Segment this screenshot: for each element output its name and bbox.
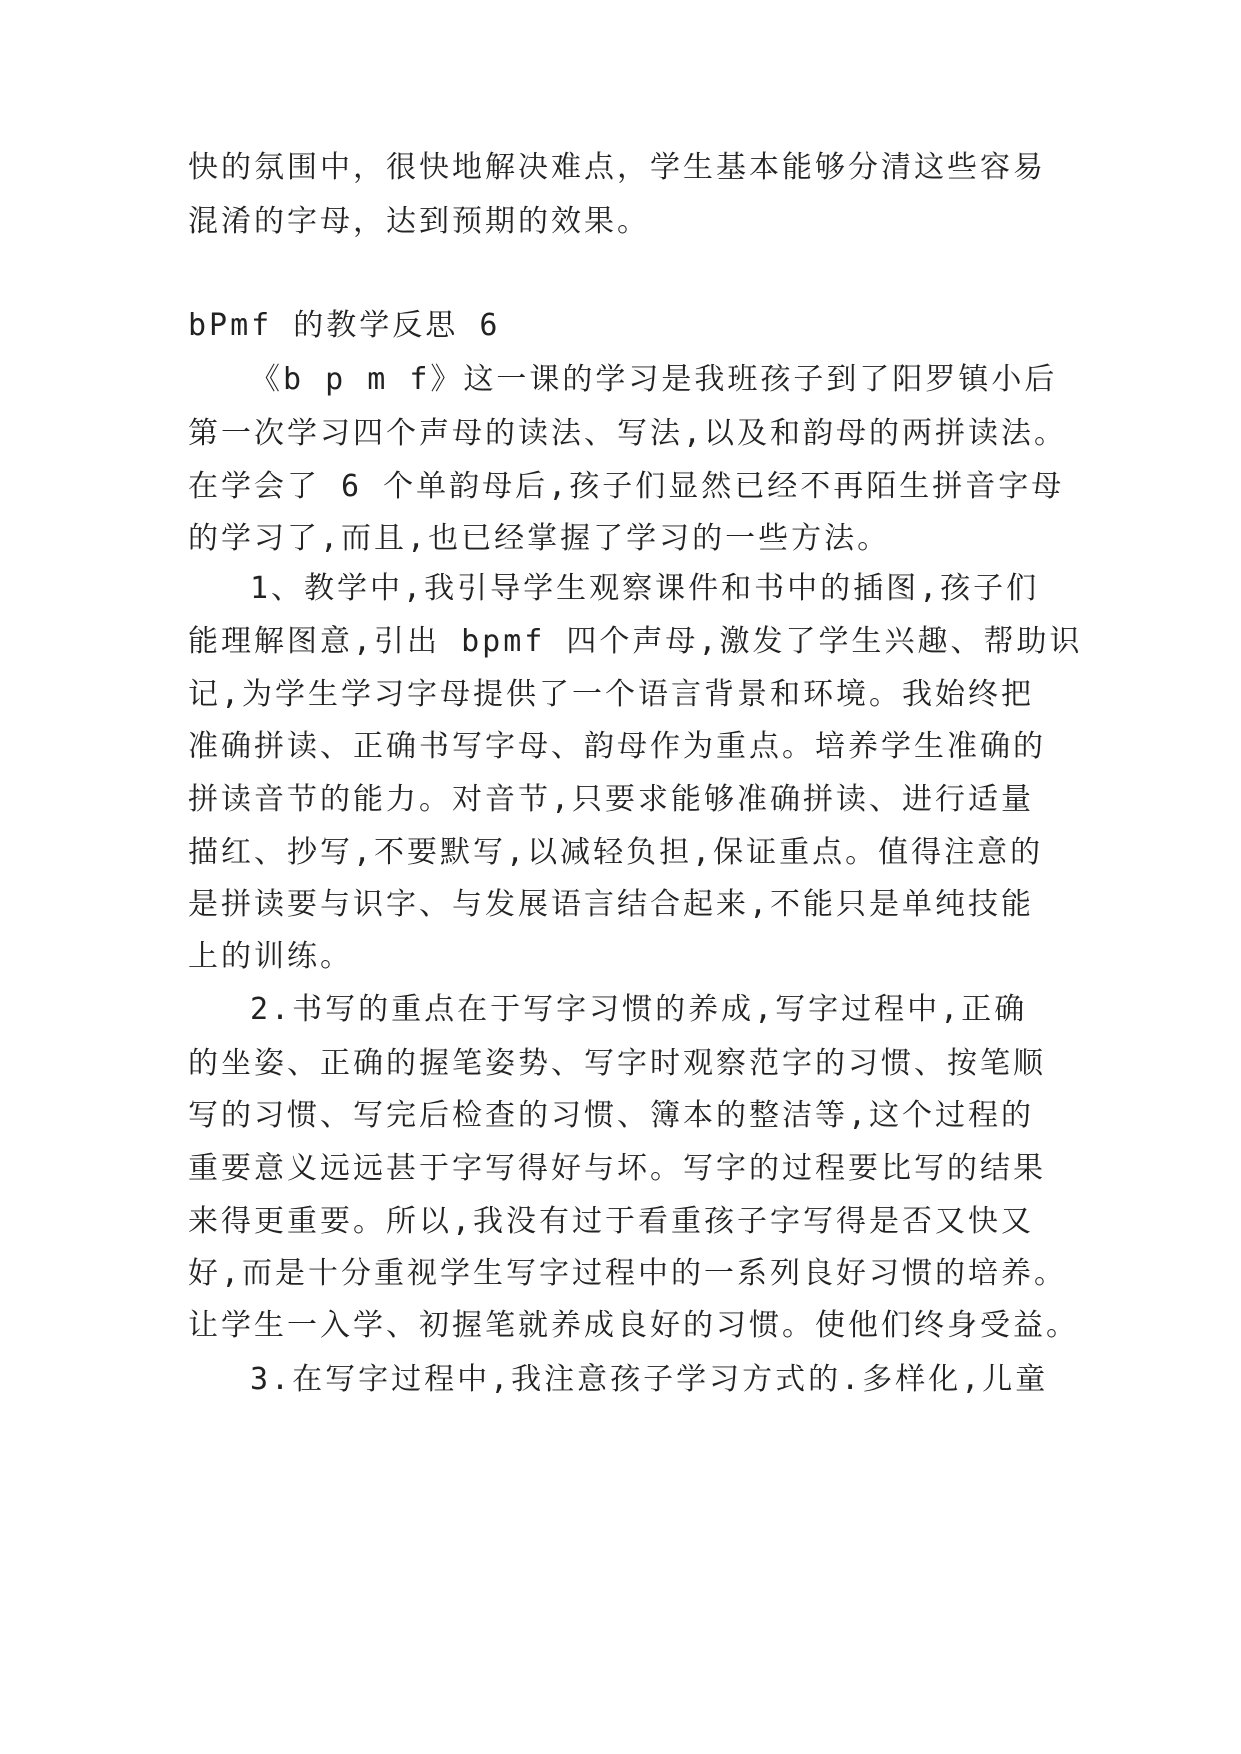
paragraph-line: 能理解图意,引出 bpmf 四个声母,激发了学生兴趣、帮助识: [188, 624, 1083, 659]
intro-line: 快的氛围中，很快地解决难点，学生基本能够分清这些容易: [188, 150, 1046, 185]
intro-line: 混淆的字母，达到预期的效果。: [188, 204, 650, 239]
paragraph-line: 准确拼读、正确书写字母、韵母作为重点。培养学生准确的: [188, 729, 1046, 764]
section-title: bPmf 的教学反思 6: [188, 308, 501, 343]
paragraph-line: 《b p m f》这一课的学习是我班孩子到了阳罗镇小后: [250, 362, 1058, 397]
paragraph-line: 重要意义远远甚于字写得好与坏。写字的过程要比写的结果: [188, 1151, 1046, 1186]
paragraph-line: 1、教学中,我引导学生观察课件和书中的插图,孩子们: [250, 571, 1040, 606]
paragraph-line: 好,而是十分重视学生写字过程中的一系列良好习惯的培养。: [188, 1256, 1068, 1291]
paragraph-line: 上的训练。: [188, 939, 353, 974]
paragraph-line: 写的习惯、写完后检查的习惯、簿本的整洁等,这个过程的: [188, 1098, 1035, 1133]
paragraph-line: 拼读音节的能力。对音节,只要求能够准确拼读、进行适量: [188, 782, 1035, 817]
paragraph-line: 来得更重要。所以,我没有过于看重孩子字写得是否又快又: [188, 1204, 1035, 1239]
paragraph-line: 的坐姿、正确的握笔姿势、写字时观察范字的习惯、按笔顺: [188, 1046, 1046, 1081]
paragraph-line: 2.书写的重点在于写字习惯的养成,写字过程中,正确: [250, 992, 1028, 1027]
paragraph-line: 记,为学生学习字母提供了一个语言背景和环境。我始终把: [188, 677, 1035, 712]
paragraph-line: 第一次学习四个声母的读法、写法,以及和韵母的两拼读法。: [188, 416, 1068, 451]
paragraph-line: 在学会了 6 个单韵母后,孩子们显然已经不再陌生拼音字母: [188, 469, 1065, 504]
paragraph-line: 描红、抄写,不要默写,以减轻负担,保证重点。值得注意的: [188, 835, 1044, 870]
paragraph-line: 3.在写字过程中,我注意孩子学习方式的.多样化,儿童: [250, 1362, 1049, 1397]
paragraph-line: 是拼读要与识字、与发展语言结合起来,不能只是单纯技能: [188, 887, 1035, 922]
paragraph-line: 的学习了,而且,也已经掌握了学习的一些方法。: [188, 521, 891, 556]
paragraph-line: 让学生一入学、初握笔就养成良好的习惯。使他们终身受益。: [188, 1308, 1079, 1343]
